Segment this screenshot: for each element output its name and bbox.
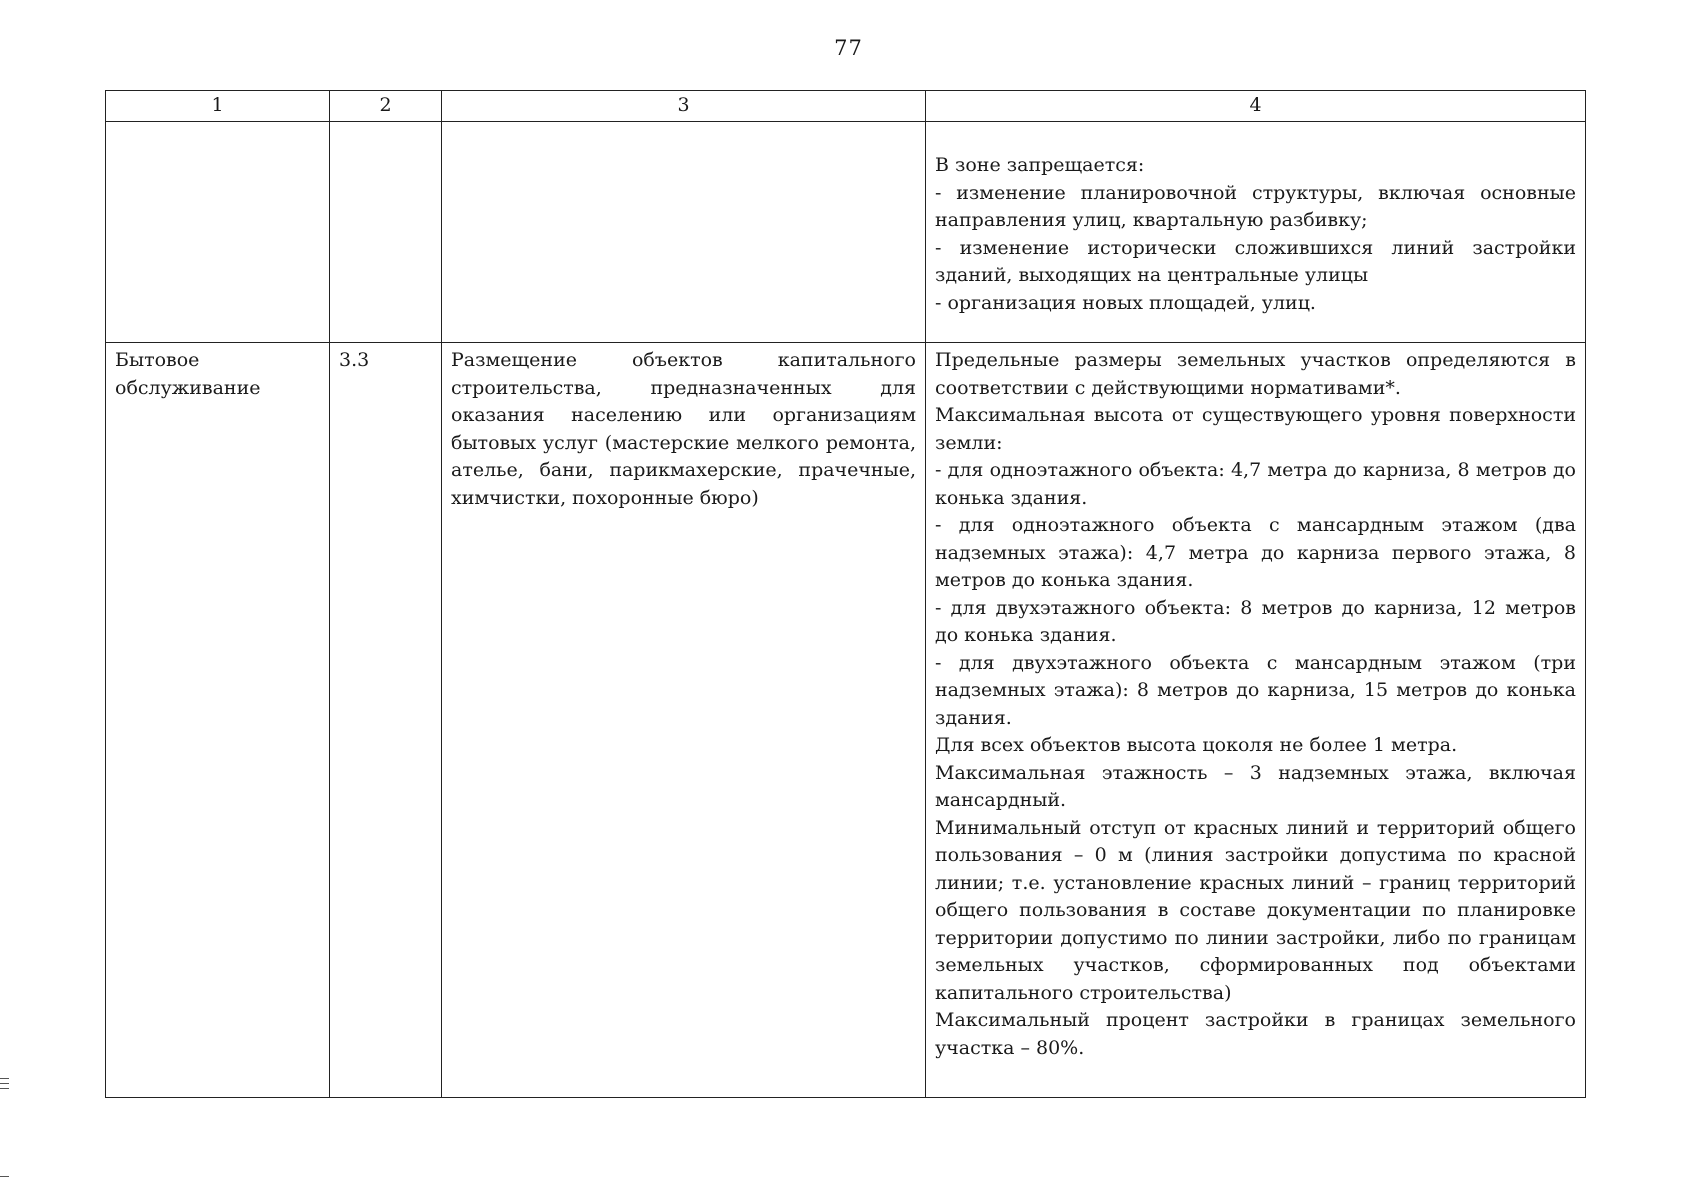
header-col-4: 4 <box>926 91 1586 122</box>
parameter-line: Предельные размеры земельных участков определяются в соответствии с действующими нормативами*. <box>935 349 1576 399</box>
parameter-line: Для всех объектов высота цоколя не более 1 метра. <box>935 734 1458 756</box>
restrictions-line: В зоне запрещается: <box>935 154 1145 176</box>
table-row-household-service <box>106 343 1586 1098</box>
parameter-line: Максимальный процент застройки в границах земельного участка – 80%. <box>935 1009 1576 1059</box>
parameter-line: - для одноэтажного объекта: 4,7 метра до карниза, 8 метров до конька здания. <box>935 459 1576 509</box>
parameter-line: - для одноэтажного объекта с мансардным этажом (два надземных этажа): 4,7 метра до карниза первого этажа, 8 метров до конька здания. <box>935 514 1576 591</box>
page-number: 77 <box>834 36 863 60</box>
regulations-table <box>105 90 1586 1098</box>
restrictions-col-2 <box>330 122 442 343</box>
header-col-1: 1 <box>106 91 330 122</box>
table-header-row <box>106 91 1586 122</box>
service-code: 3.3 <box>330 343 442 1098</box>
restrictions-col-3 <box>442 122 926 343</box>
restrictions-line: - организация новых площадей, улиц. <box>935 291 1316 314</box>
restrictions-col-4 <box>926 122 1586 343</box>
parameter-line: - для двухэтажного объекта с мансардным этажом (три надземных этажа): 8 метров до карниза, 15 метров до конька здания. <box>935 651 1576 729</box>
parameter-line: - для двухэтажного объекта: 8 метров до карниза, 12 метров до конька здания. <box>935 596 1576 646</box>
scan-artifact-mark <box>0 1176 9 1177</box>
scan-artifact-mark <box>0 1083 9 1084</box>
restrictions-line: - изменение исторически сложившихся линий застройки зданий, выходящих на центральные улицы <box>935 236 1576 286</box>
service-description: Размещение объектов капитального строительства, предназначенных для оказания населению или организациям бытовых услуг (мастерские мелкого ремонта, ателье, бани, парикмахерские, прачечные, химчистки, похоронные бюро) <box>442 343 926 1098</box>
parameter-line: Максимальная высота от существующего уровня поверхности земли: <box>935 404 1576 454</box>
service-parameters <box>926 343 1586 1098</box>
header-col-3: 3 <box>442 91 926 122</box>
parameter-line: Минимальный отступ от красных линий и территорий общего пользования – 0 м (линия застройки допустима по красной линии; т.е. установление красных линий – границ территорий общего пользования в составе документации по планировке территории допустимо по линии застройки, либо по границам земельных участков, сформированных под объектами капитального строительства) <box>935 816 1576 1004</box>
parameter-line: Максимальная этажность – 3 надземных этажа, включая мансардный. <box>935 761 1576 811</box>
service-name: Бытовое обслуживание <box>106 343 330 1098</box>
restrictions-col-1 <box>106 122 330 343</box>
table-row-restrictions <box>106 122 1586 343</box>
header-col-2: 2 <box>330 91 442 122</box>
restrictions-line: - изменение планировочной структуры, включая основные направления улиц, квартальную разбивку; <box>935 181 1576 231</box>
scan-artifact-mark <box>0 1078 9 1079</box>
scan-artifact-mark <box>0 1088 9 1089</box>
